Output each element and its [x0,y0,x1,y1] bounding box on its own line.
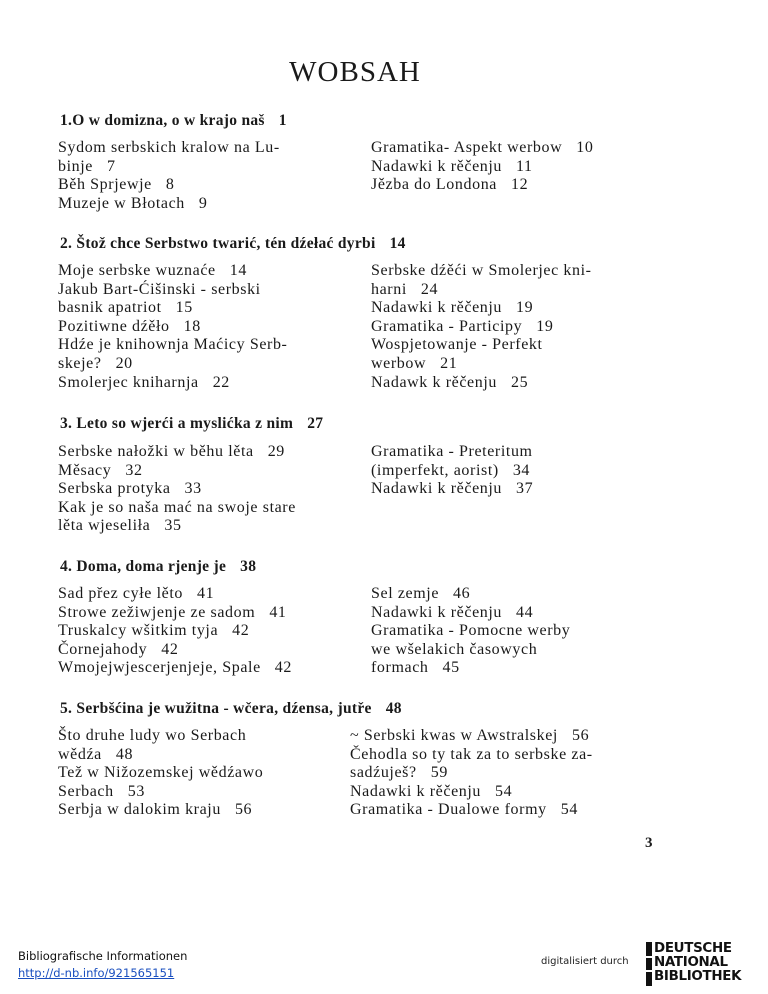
bibliographic-info-label: Bibliografische Informationen [18,949,188,963]
toc-entry-page: 19 [536,317,554,335]
toc-entry [58,727,263,746]
toc-entry-text: Nadawki k rěčenju [371,299,503,317]
toc-entry-page: 59 [430,764,448,782]
toc-entry [58,139,280,158]
toc-entry-page: 37 [516,480,534,498]
toc-entry-page: 8 [165,176,175,194]
toc-entry [371,299,592,318]
toc-entry-text: Nadawki k rěčenju [371,603,503,621]
toc-entry-page: 14 [229,262,247,279]
toc-entry-page: 11 [516,157,533,175]
toc-entry [350,764,593,783]
toc-entry-text: Smolerjec kniharnja [58,373,199,391]
toc-entry-text: Sydom serbskich kralow na Lu- [58,139,280,156]
toc-entry-text: formach [371,659,429,677]
dnb-logo-bars-icon [646,942,652,986]
toc-entry-text: Nadawk k rěčenju [371,373,497,391]
toc-entry [350,746,593,765]
toc-entry-page: 9 [198,194,208,212]
toc-entry [371,659,570,678]
toc-entry-page: 29 [267,443,285,460]
toc-entry [58,641,292,660]
toc-entry-text: Serbske nałožki w běhu lěta [58,443,254,460]
toc-entry-text: Truskalcy wšitkim tyja [58,622,219,640]
toc-entry-text: (imperfekt, aorist) [371,461,499,479]
toc-entry-text: Měsacy [58,461,112,479]
toc-entry-text: Sad přez cyłe lěto [58,585,183,602]
toc-entry-page: 33 [184,480,202,498]
section-heading-3: 3. Leto so wjerći a myslićka z nim 27 [60,415,324,432]
toc-entry [58,281,287,300]
dnb-logo-text: DEUTSCHE NATIONAL BIBLIOTHEK [654,941,742,984]
digitized-by-label: digitalisiert durch [541,956,629,967]
section-heading-1: 1.O w domizna, o w krajo naš 1 [60,112,287,129]
toc-entry-page: 56 [571,727,590,744]
section-2-left-column [58,262,287,392]
section-heading-5: 5. Serbšćina je wužitna - wčera, dźensa, jutře 48 [60,700,402,717]
toc-entry-page: 46 [453,585,471,602]
toc-entry-page: 12 [511,176,529,194]
section-heading-2: 2. Štož chce Serbstwo twarić, tén dźełać dyrbi 14 [60,235,406,252]
toc-entry-page: 24 [420,280,439,298]
toc-entry-text: Serbska protyka [58,480,171,498]
toc-entry-text: lěta wjeseliła [58,517,151,535]
toc-entry-page: 56 [234,801,253,819]
toc-entry [58,176,280,195]
toc-entry [371,622,570,641]
toc-entry-text: skeje? [58,354,102,372]
toc-entry-page: 20 [115,354,133,372]
toc-entry [58,318,287,337]
toc-entry-text: Gramatika - Dualowe formy [350,801,547,819]
toc-entry-text: Nadawki k rěčenju [371,480,503,498]
toc-entry [58,517,296,536]
dnb-link[interactable]: http://d-nb.info/921565151 [18,966,175,980]
toc-entry-page: 32 [125,461,143,479]
section-1-left-column [58,139,280,213]
toc-entry-text: we wšelakich časowych [371,640,538,658]
toc-entry-page: 42 [232,622,250,640]
toc-entry-text: Tež w Nižozemskej wědźawo [58,764,264,782]
toc-entry [58,462,296,481]
section-1-right-column [371,139,593,195]
toc-entry [371,176,593,195]
toc-entry-page: 42 [274,659,292,677]
toc-entry-text: Wmojejwjescerjenjeje, Spale [58,659,261,677]
toc-entry-page: 45 [442,659,460,677]
toc-entry [58,801,263,820]
toc-entry [58,355,287,374]
toc-entry-text: Pozitiwne dźěło [58,317,170,335]
section-5-right-column [350,727,593,820]
toc-entry-text: Běh Sprjewje [58,176,152,194]
toc-entry [371,262,592,281]
toc-entry [371,355,592,374]
toc-entry-page: 41 [196,585,215,602]
toc-entry-text: binje [58,157,93,175]
toc-entry-page: 22 [212,373,230,391]
toc-entry-text: ~ Serbski kwas w Awstralskej [350,727,558,744]
toc-entry-page: 42 [161,640,179,658]
dnb-logo [646,942,758,986]
toc-entry [58,659,292,678]
toc-entry-page: 35 [164,517,182,535]
toc-entry-text: Kak je so naša mać na swoje stare [58,498,296,516]
toc-entry-page: 54 [560,801,578,819]
toc-entry-text: Gramatika - Preteritum [371,443,533,460]
toc-entry [58,585,292,604]
toc-entry-page: 54 [495,782,513,800]
toc-entry-text: Nadawki k rěčenju [350,782,482,800]
toc-entry [58,499,296,518]
toc-entry [371,374,592,393]
toc-entry-text: Jězba do Londona [371,176,498,194]
toc-entry [371,139,593,158]
toc-entry-text: Nadawki k rěčenju [371,157,503,175]
toc-entry [371,585,570,604]
toc-entry [58,604,292,623]
toc-entry-page: 41 [269,603,287,621]
toc-entry [350,801,593,820]
section-heading-4: 4. Doma, doma rjenje je 38 [60,558,257,575]
toc-entry-text: Gramatika - Pomocne werby [371,622,571,640]
toc-entry-text: Serbach [58,782,114,800]
toc-entry [371,318,592,337]
toc-entry [58,336,287,355]
toc-entry [371,281,592,300]
toc-entry-page: 19 [516,299,534,317]
toc-entry [371,604,570,623]
section-5-left-column [58,727,263,820]
toc-entry-text: Wospjetowanje - Perfekt [371,336,543,354]
toc-entry [58,783,263,802]
toc-entry [58,764,263,783]
toc-entry-text: wědźa [58,745,102,763]
toc-entry-text: Serbja w dalokim kraju [58,801,221,819]
toc-entry [58,443,296,462]
toc-entry-text: Gramatika - Participy [371,317,523,335]
toc-entry [371,158,593,177]
toc-entry-text: Čornejahody [58,640,148,658]
toc-entry [58,158,280,177]
toc-entry-text: Sel zemje [371,585,440,602]
toc-entry-text: Čehodla so ty tak za to serbske za- [350,745,593,763]
section-2-right-column [371,262,592,392]
toc-entry-text: Što druhe ludy wo Serbach [58,727,247,744]
toc-entry-page: 7 [107,157,116,175]
toc-entry [58,480,296,499]
section-4-right-column [371,585,570,678]
toc-entry [371,641,570,660]
toc-entry-page: 25 [511,373,529,391]
toc-entry [58,622,292,641]
toc-entry-page: 10 [576,139,594,156]
toc-entry-page: 21 [440,354,458,372]
toc-entry-text: Moje serbske wuznaće [58,262,216,279]
section-3-right-column [371,443,533,499]
toc-entry-text: Hdźe je knihownja Maćicy Serb- [58,336,288,354]
toc-entry [371,462,533,481]
toc-entry-page: 15 [175,299,193,317]
toc-entry-text: Muzeje w Błotach [58,194,185,212]
toc-entry [58,195,280,214]
toc-entry [371,443,533,462]
toc-entry-text: werbow [371,354,427,372]
toc-entry [58,262,287,281]
toc-entry [371,480,533,499]
toc-entry-text: sadźuješ? [350,764,417,782]
toc-entry-page: 53 [127,782,145,800]
toc-entry [371,336,592,355]
toc-entry-text: Jakub Bart-Ćišinski - serbski [58,280,261,298]
toc-entry [58,746,263,765]
toc-entry [350,783,593,802]
toc-entry-text: Strowe zežiwjenje ze sadom [58,603,256,621]
page-title: WOBSAH [289,56,421,88]
toc-entry-text: Gramatika- Aspekt werbow [371,139,563,156]
toc-entry [350,727,593,746]
toc-entry [58,299,287,318]
toc-entry [58,374,287,393]
toc-entry-text: basnik apatriot [58,299,162,317]
section-4-left-column [58,585,292,678]
page-number: 3 [645,835,653,851]
toc-entry-text: Serbske dźěći w Smolerjec kni- [371,262,592,279]
toc-entry-text: harni [371,280,407,298]
toc-entry-page: 48 [115,745,134,763]
section-3-left-column [58,443,296,536]
toc-entry-page: 18 [183,317,201,335]
toc-entry-page: 44 [516,603,534,621]
toc-entry-page: 34 [512,461,531,479]
